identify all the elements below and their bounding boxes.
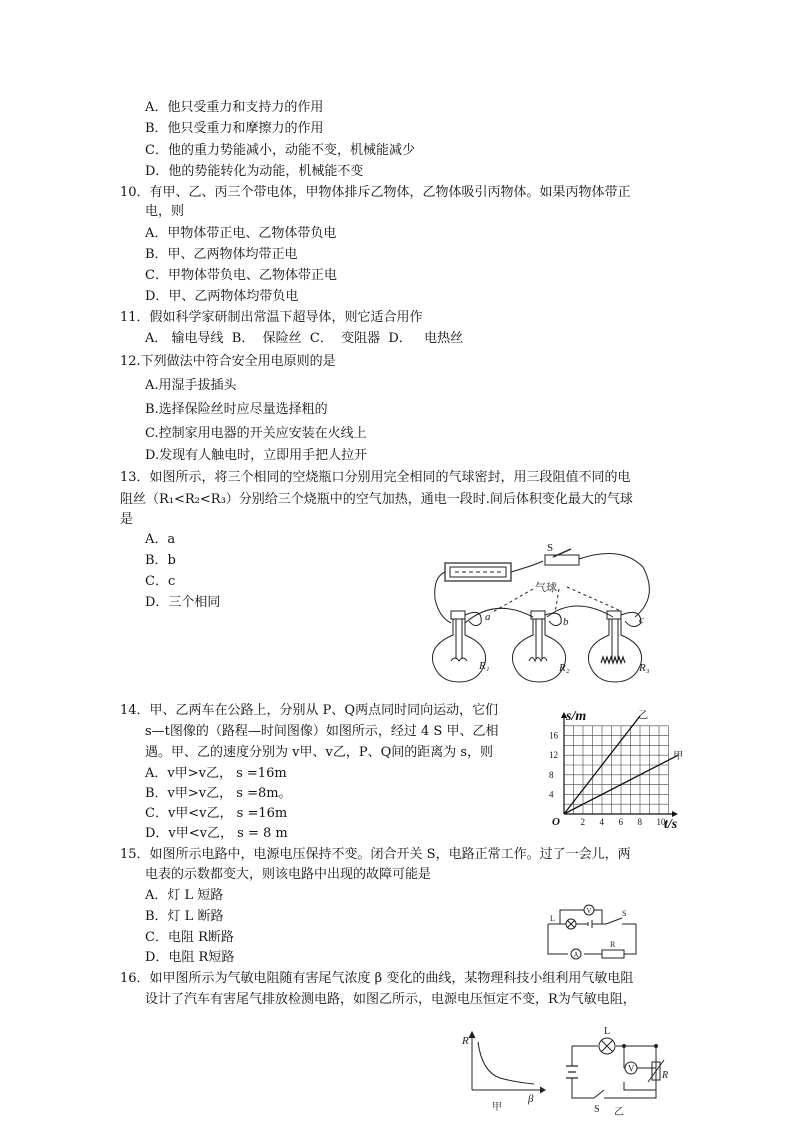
balloon-c xyxy=(621,612,641,626)
x-tick-label: 2 xyxy=(580,817,585,827)
resistance-curve xyxy=(478,1042,534,1084)
q10-stem-line1: 10．有甲、乙、丙三个带电体，甲物体排斥乙物体，乙物体吸引丙物体。如果丙物体带正 xyxy=(120,185,631,200)
q14-stem-line2: s—t图像的（路程—时间图像）如图所示，经过 4 S 甲、乙相 xyxy=(145,724,499,739)
resistor-icon xyxy=(602,950,624,958)
q16-stem-line1: 16．如甲图所示为气敏电阻随有害尾气浓度 β 变化的曲线，某物理科技小组利用气敏电阻 xyxy=(120,971,634,986)
x-tick-label: 8 xyxy=(637,817,642,827)
q10-option-b: B．甲、乙两物体均带正电 xyxy=(145,247,298,262)
x-tick-label: 6 xyxy=(618,817,623,827)
q16-stem-line2: 设计了汽车有害尾气排放检测电路，如图乙所示，电源电压恒定不变，R为气敏电阻， xyxy=(145,992,636,1007)
balloon-a-label: a xyxy=(485,611,491,623)
switch-label: S xyxy=(594,1104,600,1115)
y-tick-label: 16 xyxy=(549,730,558,741)
q16-graph-jia xyxy=(452,1030,552,1116)
q10-option-d: D．甲、乙两物体均带负电 xyxy=(145,289,299,304)
q14-option-a: A．v甲>v乙， s =16m xyxy=(145,766,287,781)
voltmeter-label: V xyxy=(628,1063,635,1074)
flask-r2 xyxy=(512,611,565,682)
q13-stem-line2: 阻丝（R₁<R₂<R₃）分别给三个烧瓶中的空气加热，通电一段时.间后体积变化最大的气球 xyxy=(120,492,633,507)
y-axis-label: s/m xyxy=(566,709,587,724)
q10-option-c: C．甲物体带负电、乙物体带正电 xyxy=(145,268,337,283)
q13-option-d: D．三个相同 xyxy=(145,595,221,610)
q12-stem: 12.下列做法中符合安全用电原则的是 xyxy=(120,354,336,369)
q15-option-a: A．灯 L 短路 xyxy=(145,888,224,903)
resistor-r3-label: R₃ xyxy=(639,662,650,674)
y-tick-label: 8 xyxy=(549,769,554,780)
q15-option-d: D．电阻 R短路 xyxy=(145,950,235,965)
balloon-b xyxy=(545,613,561,625)
q9-option-a: A．他只受重力和支持力的作用 xyxy=(145,100,324,115)
q16-circuit-yi xyxy=(558,1016,678,1118)
y-tick-label: 4 xyxy=(549,789,554,800)
q15-stem-line2: 电表的示数都变大，则该电路中出现的故障可能是 xyxy=(145,867,432,882)
q15-stem-line1: 15．如图所示电路中，电源电压保持不变。闭合开关 S，电路正常工作。过了一会儿，两 xyxy=(120,847,631,862)
flask-r3 xyxy=(588,611,641,682)
resistor-label: R xyxy=(610,940,616,949)
series-label-yi: 乙 xyxy=(638,710,649,722)
q12-option-b: B.选择保险丝时应尽量选择粗的 xyxy=(145,402,328,417)
q13-option-c: C．c xyxy=(145,574,176,589)
q13-stem-line3: 是 xyxy=(120,512,134,527)
q14-option-d: D．v甲<v乙， s = 8 m xyxy=(145,826,288,841)
q14-stem-line3: 遇。甲、乙的速度分别为 v甲、v乙，P、Q间的距离为 s，则 xyxy=(145,745,494,760)
q15-circuit-figure xyxy=(536,902,648,962)
st-graph xyxy=(542,704,692,834)
origin-label: O xyxy=(552,816,560,828)
q12-option-a: A.用湿手拔插头 xyxy=(145,378,237,393)
series-label-jia: 甲 xyxy=(673,751,684,763)
q11-stem: 11．假如科学家研制出常温下超导体，则它适合用作 xyxy=(120,310,423,325)
q12-option-c: C.控制家用电器的开关应安装在火线上 xyxy=(145,426,367,441)
q15-option-c: C．电阻 R断路 xyxy=(145,930,234,945)
x-axis-label: t/s xyxy=(664,817,678,832)
voltmeter-label: V xyxy=(586,907,592,915)
graph-y-label: R xyxy=(462,1035,469,1047)
x-tick-label: 4 xyxy=(599,817,604,827)
q10-option-a: A．甲物体带正电、乙物体带负电 xyxy=(145,226,337,241)
q9-option-c: C．他的重力势能减小，动能不变，机械能减少 xyxy=(145,143,415,158)
q12-option-d: D.发现有人触电时，立即用手把人拉开 xyxy=(145,448,368,463)
q11-options: A． 输电导线 B． 保险丝 C． 变阻器 D． 电热丝 xyxy=(145,331,464,346)
y-tick-label: 12 xyxy=(549,750,558,761)
q13-option-b: B．b xyxy=(145,553,176,568)
switch-label: S xyxy=(547,542,554,554)
q14-option-b: B．v甲>v乙， s =8m。 xyxy=(145,786,292,801)
q9-option-d: D．他的势能转化为动能，机械能不变 xyxy=(145,164,364,179)
q10-stem-line2: 电，则 xyxy=(145,204,185,219)
circuit-caption: 乙 xyxy=(614,1107,624,1118)
balloon-b-label: b xyxy=(563,616,569,628)
q13-option-a: A．a xyxy=(145,532,176,547)
switch-label: S xyxy=(622,909,627,918)
lamp-label: L xyxy=(550,914,555,923)
q14-stem-line1: 14．甲、乙两车在公路上，分别从 P、Q两点同时同向运动，它们 xyxy=(120,703,499,718)
flask-apparatus-figure xyxy=(425,537,665,685)
ammeter-label: A xyxy=(573,951,579,959)
graph-x-label: β xyxy=(528,1093,534,1105)
balloon-a xyxy=(465,612,481,625)
resistor-r2-label: R₂ xyxy=(559,662,570,674)
x-tick-label: 10 xyxy=(656,817,666,827)
resistor-r1-label: R₁ xyxy=(479,660,490,672)
graph-caption: 甲 xyxy=(492,1102,502,1113)
gas-resistor-label: R xyxy=(662,1070,669,1081)
q9-option-b: B．他只受重力和摩擦力的作用 xyxy=(145,121,324,136)
battery-icon xyxy=(445,563,511,581)
flask-r1 xyxy=(432,611,485,682)
q13-stem-line1: 13．如图所示，将三个相同的空烧瓶口分别用完全相同的气球密封，用三段阻值不同的电 xyxy=(120,470,631,485)
lamp-label: L xyxy=(604,1026,611,1037)
q15-option-b: B．灯 L 断路 xyxy=(145,909,224,924)
q14-option-c: C．v甲<v乙， s =16m xyxy=(145,806,288,821)
balloon-label: 气球 xyxy=(535,582,557,594)
balloon-c-label: c xyxy=(639,614,644,626)
